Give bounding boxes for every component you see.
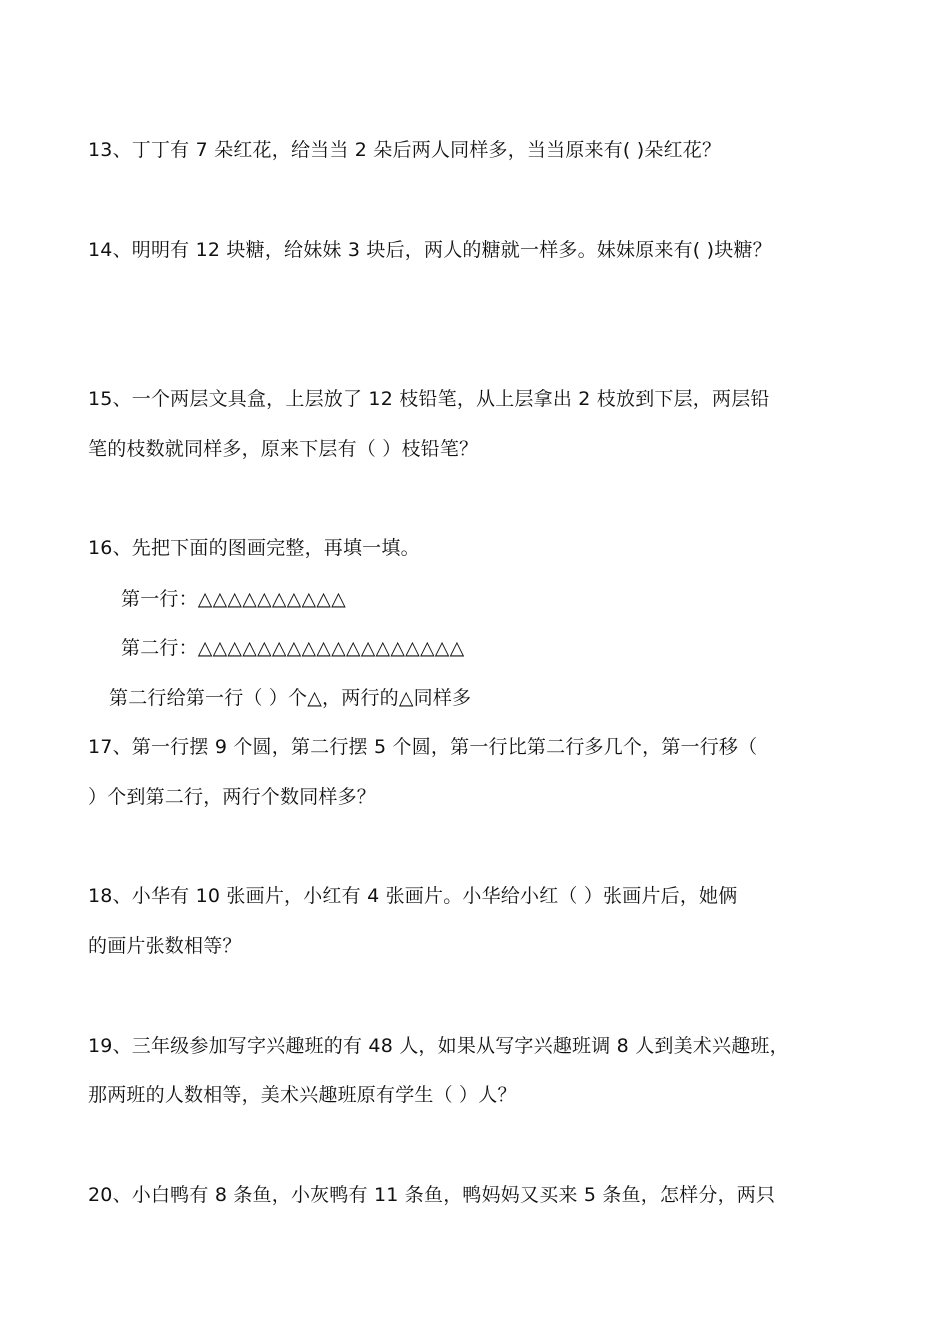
question-17-line-1: 17、第一行摆 9 个圆，第二行摆 5 个圆，第一行比第二行多几个，第一行移（ [88, 736, 758, 758]
question-14: 14、明明有 12 块糖，给妹妹 3 块后，两人的糖就一样多。妹妹原来有( )块糖？ [88, 239, 772, 261]
question-19-line-2: 那两班的人数相等，美术兴趣班原有学生（ ）人？ [88, 1084, 517, 1106]
question-15-line-2: 笔的枝数就同样多，原来下层有（ ）枝铅笔？ [88, 438, 479, 460]
question-16-line-1: 16、先把下面的图画完整，再填一填。 [88, 537, 420, 559]
question-16-row-2: 第二行：△△△△△△△△△△△△△△△△△△ [121, 637, 465, 659]
question-13: 13、丁丁有 7 朵红花，给当当 2 朵后两人同样多，当当原来有( )朵红花？ [88, 139, 722, 161]
question-20-line-1: 20、小白鸭有 8 条鱼，小灰鸭有 11 条鱼，鸭妈妈又买来 5 条鱼，怎样分，两只 [88, 1184, 776, 1206]
question-19-line-1: 19、三年级参加写字兴趣班的有 48 人，如果从写字兴趣班调 8 人到美术兴趣班， [88, 1035, 789, 1057]
question-17-line-2: ）个到第二行，两行个数同样多？ [88, 786, 377, 808]
question-16-row-1: 第一行：△△△△△△△△△△ [121, 588, 346, 610]
question-18-line-1: 18、小华有 10 张画片，小红有 4 张画片。小华给小红（ ）张画片后，她俩 [88, 885, 738, 907]
question-18-line-2: 的画片张数相等？ [88, 935, 242, 957]
question-16-line-2: 第二行给第一行（ ）个△，两行的△同样多 [109, 687, 472, 709]
question-15-line-1: 15、一个两层文具盒，上层放了 12 枝铅笔，从上层拿出 2 枝放到下层，两层铅 [88, 388, 770, 410]
